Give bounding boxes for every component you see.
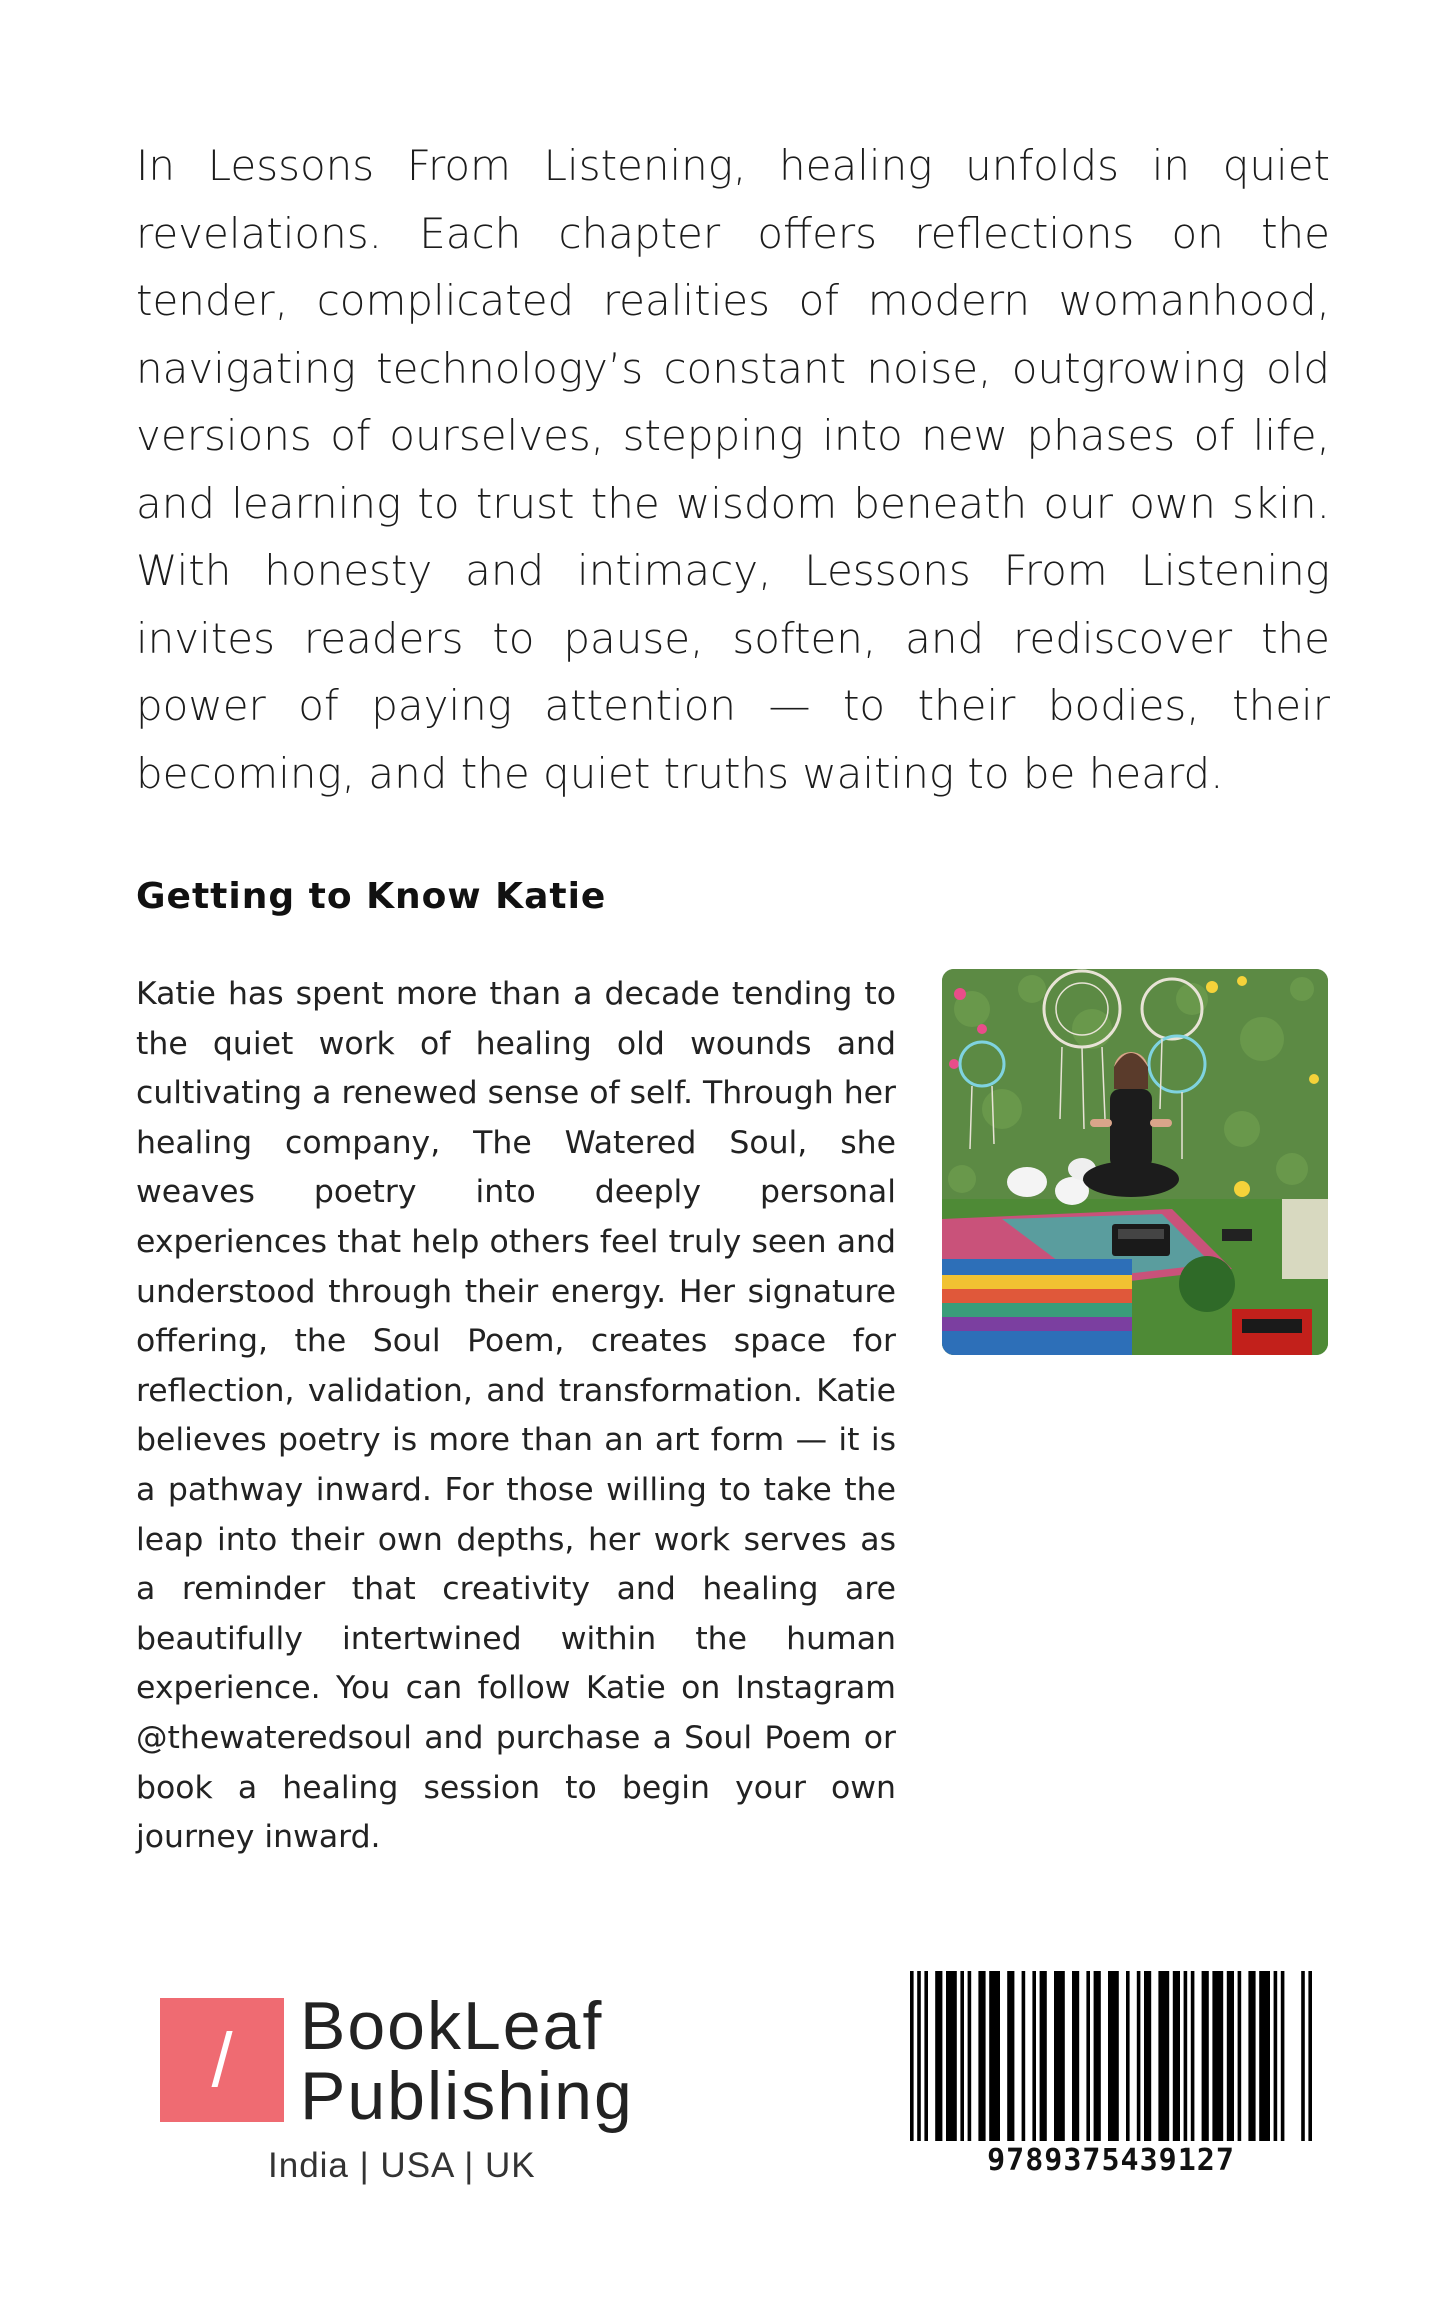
publisher-name-line2: Publishing [300, 2058, 634, 2134]
publisher-regions: India | USA | UK [268, 2146, 536, 2185]
back-cover-blurb: In Lessons From Listening, healing unfolds in quiet revelations. Each chapter offers reflections on the tender, complicated realities of modern womanhood, navigating technology’s constant noise, outgrowing old versions of ourselves, stepping into new phases of life, and learning to trust the wisdom beneath our own skin. With honesty and intimacy, Lessons From Listening invites readers to pause, soften, and rediscover the power of paying attention — to their bodies, their becoming, and the quiet truths waiting to be heard. [136, 141, 1330, 798]
author-section-heading: Getting to Know Katie [136, 876, 607, 917]
slash-icon: / [211, 2017, 233, 2103]
isbn-number: 9789375439127 [987, 2143, 1235, 2178]
publisher-name-line1: BookLeaf [300, 1988, 604, 2064]
author-bio: Katie has spent more than a decade tending to the quiet work of healing old wounds and cultivating a renewed sense of self. Through her healing company, The Watered Soul, she weaves poetry into deeply personal experiences that help others feel truly seen and understood through their energy. Her signature offering, the Soul Poem, creates space for reflection, validation, and transformation. Katie believes poetry is more than an art form — it is a pathway inward. For those willing to take the leap into their own depths, her work serves as a reminder that creativity and healing are beautifully intertwined within the human experience. You can follow Katie on Instagram @thewateredsoul and purchase a Soul Poem or book a healing session to begin your own journey inward. [136, 976, 896, 1856]
isbn-barcode [910, 1971, 1312, 2141]
author-photo [942, 969, 1328, 1355]
publisher-logo-mark [160, 1998, 284, 2122]
